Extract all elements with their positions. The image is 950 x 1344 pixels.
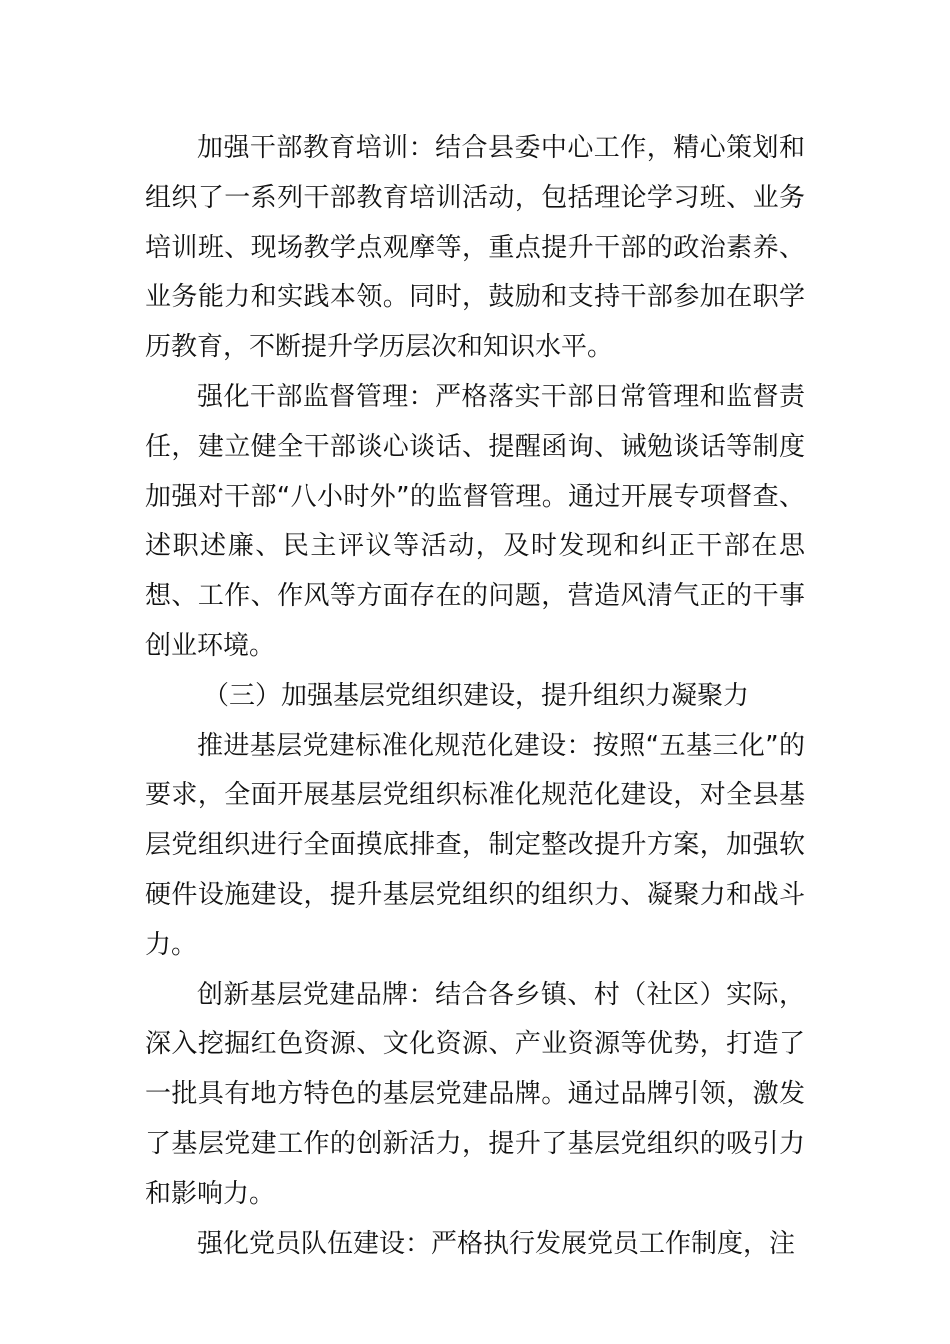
paragraph-cadre-supervision: 强化干部监督管理：严格落实干部日常管理和监督责任，建立健全干部谈心谈话、提醒函询、诫勉谈话等制度加强对干部“八小时外”的监督管理。通过开展专项督查、述职述廉、民主评议等活动，及时发现和纠正干部在思想、工作、作风等方面存在的问题，营造风清气正的干事创业环境。	[145, 381, 805, 661]
paragraph-standardization: 推进基层党建标准化规范化建设：按照“五基三化”的要求，全面开展基层党组织标准化规范化建设，对全县基层党组织进行全面摸底排查，制定整改提升方案，加强软硬件设施建设，提升基层党组织的组织力、凝聚力和战斗力。	[145, 730, 805, 960]
document-body	[145, 124, 805, 1269]
paragraph-member-team: 强化党员队伍建设：严格执行发展党员工作制度，注	[197, 1228, 796, 1259]
paragraph-cadre-training: 加强干部教育培训：结合县委中心工作，精心策划和组织了一系列干部教育培训活动，包括理论学习班、业务培训班、现场教学点观摩等，重点提升干部的政治素养、业务能力和实践本领。同时，鼓励和支持干部参加在职学历教育，不断提升学历层次和知识水平。	[145, 133, 805, 363]
section-heading-grassroots: （三）加强基层党组织建设，提升组织力凝聚力	[203, 680, 750, 711]
paragraph-party-brand: 创新基层党建品牌：结合各乡镇、村（社区）实际，深入挖掘红色资源、文化资源、产业资源等优势，打造了一批具有地方特色的基层党建品牌。通过品牌引领，激发了基层党建工作的创新活力，提升了基层党组织的吸引力和影响力。	[145, 979, 805, 1209]
